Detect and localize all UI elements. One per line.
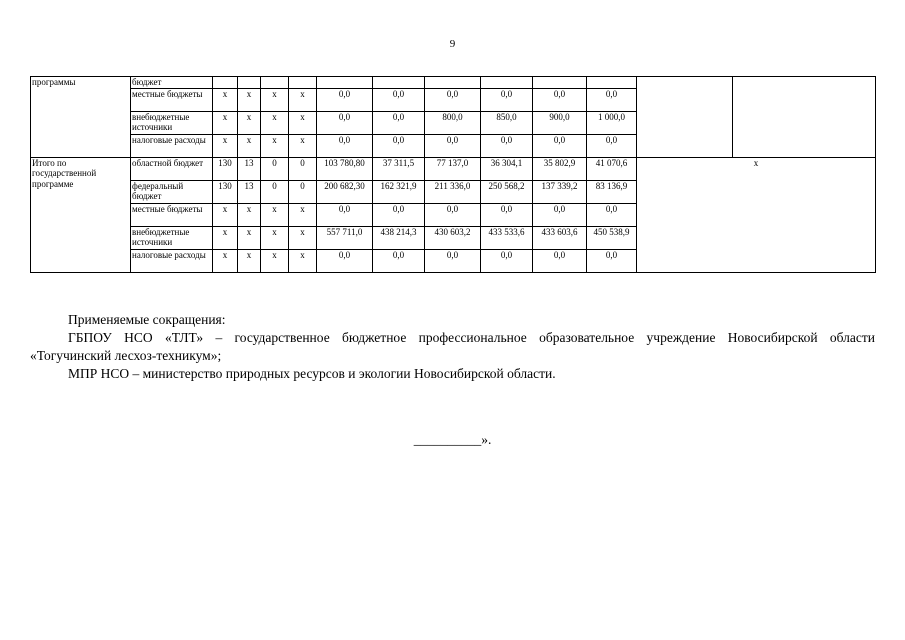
value-cell: 0,0 xyxy=(373,111,425,134)
value-cell xyxy=(317,77,373,89)
value-cell: 557 711,0 xyxy=(317,226,373,249)
abbreviation-tlt-continuation: «Тогучинский лесхоз-техникум»; xyxy=(30,348,222,363)
code-cell: х xyxy=(238,249,261,272)
code-cell: х xyxy=(261,88,289,111)
code-cell: 0 xyxy=(289,157,317,180)
empty-cell xyxy=(733,77,876,158)
value-cell: 0,0 xyxy=(425,249,481,272)
code-cell: 130 xyxy=(213,157,238,180)
value-cell: 103 780,80 xyxy=(317,157,373,180)
value-cell: 0,0 xyxy=(587,203,637,226)
value-cell: 0,0 xyxy=(317,88,373,111)
code-cell: х xyxy=(261,203,289,226)
value-cell: 433 533,6 xyxy=(481,226,533,249)
value-cell: 36 304,1 xyxy=(481,157,533,180)
value-cell: 0,0 xyxy=(317,203,373,226)
value-cell xyxy=(373,77,425,89)
funding-source-cell: налоговые расходы xyxy=(131,249,213,272)
value-cell xyxy=(481,77,533,89)
total-label-cell: Итого по государственной программе xyxy=(31,157,131,272)
code-cell: х xyxy=(289,226,317,249)
table-row xyxy=(31,157,876,180)
value-cell: 0,0 xyxy=(317,111,373,134)
code-cell: х xyxy=(238,203,261,226)
abbreviation-tlt-line: ГБПОУ НСО «ТЛТ» – государственное бюджетное профессиональное образовательное учреждение Новосибирской области xyxy=(68,330,875,345)
code-cell: х xyxy=(289,203,317,226)
value-cell: 850,0 xyxy=(481,111,533,134)
funding-source-cell: местные бюджеты xyxy=(131,203,213,226)
value-cell: 900,0 xyxy=(533,111,587,134)
code-cell: х xyxy=(238,111,261,134)
code-cell: х xyxy=(289,88,317,111)
value-cell: 0,0 xyxy=(481,88,533,111)
value-cell: 83 136,9 xyxy=(587,180,637,203)
funding-source-cell: областной бюджет xyxy=(131,157,213,180)
funding-source-cell: местные бюджеты xyxy=(131,88,213,111)
code-cell: 13 xyxy=(238,180,261,203)
value-cell: 438 214,3 xyxy=(373,226,425,249)
code-cell: х xyxy=(213,249,238,272)
program-label-cell: программы xyxy=(31,77,131,158)
code-cell: 130 xyxy=(213,180,238,203)
code-cell: х xyxy=(238,134,261,157)
value-cell: 1 000,0 xyxy=(587,111,637,134)
code-cell: х xyxy=(213,88,238,111)
code-cell: х xyxy=(261,249,289,272)
value-cell: 35 802,9 xyxy=(533,157,587,180)
code-cell: х xyxy=(213,203,238,226)
code-cell xyxy=(213,77,238,89)
value-cell: 162 321,9 xyxy=(373,180,425,203)
value-cell: 0,0 xyxy=(373,203,425,226)
value-cell: 0,0 xyxy=(587,134,637,157)
value-cell: 0,0 xyxy=(481,134,533,157)
value-cell: 0,0 xyxy=(587,88,637,111)
code-cell: х xyxy=(213,111,238,134)
funding-source-cell: бюджет xyxy=(131,77,213,89)
value-cell: 0,0 xyxy=(425,203,481,226)
value-cell: 0,0 xyxy=(373,249,425,272)
value-cell: 250 568,2 xyxy=(481,180,533,203)
abbreviations-section xyxy=(30,311,875,383)
code-cell: 0 xyxy=(261,157,289,180)
value-cell: 0,0 xyxy=(533,203,587,226)
value-cell: 0,0 xyxy=(587,249,637,272)
empty-cell xyxy=(637,77,733,158)
code-cell: 0 xyxy=(261,180,289,203)
financing-table xyxy=(30,76,876,273)
value-cell: 0,0 xyxy=(373,134,425,157)
code-cell: 13 xyxy=(238,157,261,180)
value-cell: 0,0 xyxy=(481,249,533,272)
code-cell: х xyxy=(289,134,317,157)
value-cell: 0,0 xyxy=(317,249,373,272)
value-cell: 450 538,9 xyxy=(587,226,637,249)
code-cell xyxy=(261,77,289,89)
value-cell: 800,0 xyxy=(425,111,481,134)
value-cell: 37 311,5 xyxy=(373,157,425,180)
value-cell: 0,0 xyxy=(425,88,481,111)
value-cell: 0,0 xyxy=(533,134,587,157)
value-cell xyxy=(587,77,637,89)
funding-source-cell: внебюджетные источники xyxy=(131,226,213,249)
funding-source-cell: федеральный бюджет xyxy=(131,180,213,203)
funding-source-cell: внебюджетные источники xyxy=(131,111,213,134)
value-cell: 0,0 xyxy=(481,203,533,226)
code-cell xyxy=(238,77,261,89)
value-cell: 433 603,6 xyxy=(533,226,587,249)
funding-source-cell: налоговые расходы xyxy=(131,134,213,157)
total-note-cell: х xyxy=(637,157,876,272)
value-cell: 430 603,2 xyxy=(425,226,481,249)
value-cell: 77 137,0 xyxy=(425,157,481,180)
code-cell: х xyxy=(238,88,261,111)
value-cell: 211 336,0 xyxy=(425,180,481,203)
code-cell: х xyxy=(289,249,317,272)
code-cell: х xyxy=(289,111,317,134)
code-cell: х xyxy=(238,226,261,249)
value-cell: 0,0 xyxy=(425,134,481,157)
value-cell: 0,0 xyxy=(533,88,587,111)
value-cell: 0,0 xyxy=(373,88,425,111)
closing-mark: __________». xyxy=(413,432,492,447)
abbreviation-mpr-line: МПР НСО – министерство природных ресурсов и экологии Новосибирской области. xyxy=(68,366,556,381)
value-cell xyxy=(533,77,587,89)
value-cell: 41 070,6 xyxy=(587,157,637,180)
code-cell: х xyxy=(261,134,289,157)
code-cell xyxy=(289,77,317,89)
value-cell xyxy=(425,77,481,89)
code-cell: х xyxy=(261,111,289,134)
value-cell: 0,0 xyxy=(317,134,373,157)
page-number: 9 xyxy=(449,38,456,50)
code-cell: 0 xyxy=(289,180,317,203)
code-cell: х xyxy=(213,226,238,249)
abbreviations-heading: Применяемые сокращения: xyxy=(68,312,226,327)
code-cell: х xyxy=(213,134,238,157)
value-cell: 137 339,2 xyxy=(533,180,587,203)
value-cell: 200 682,30 xyxy=(317,180,373,203)
value-cell: 0,0 xyxy=(533,249,587,272)
table-row xyxy=(31,77,876,89)
code-cell: х xyxy=(261,226,289,249)
